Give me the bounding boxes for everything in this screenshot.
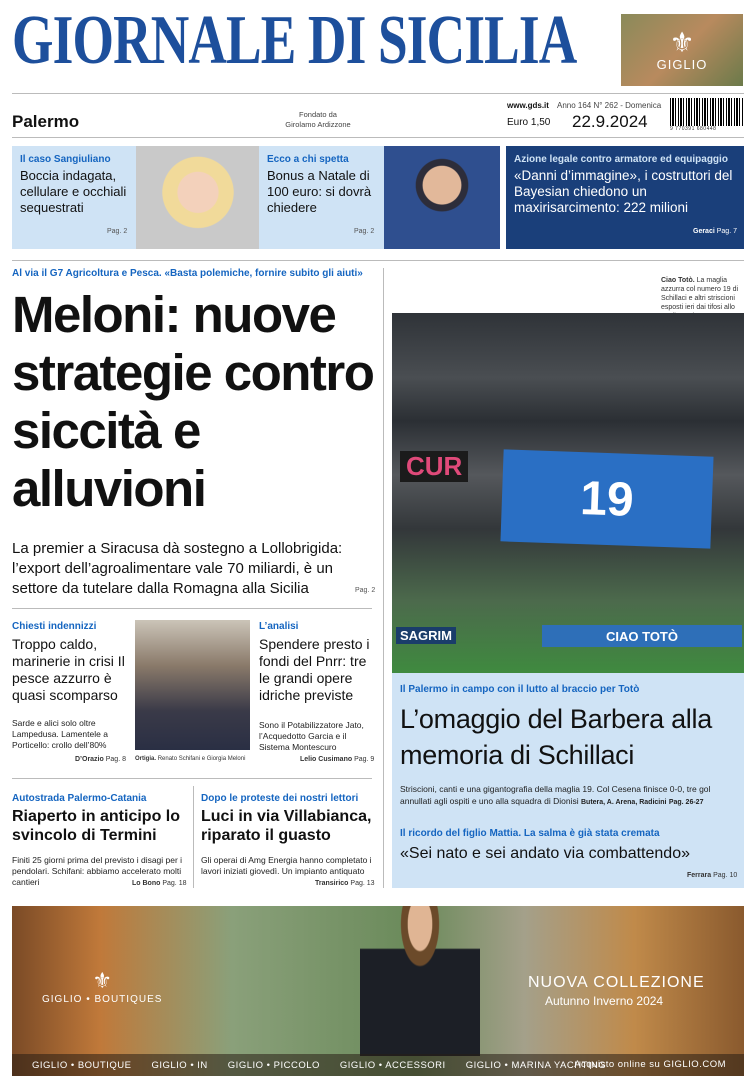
article-text: Gli operai di Amg Energia hanno completato i lavori iniziati giovedì. Un impianto antiquato (201, 855, 372, 876)
article-page: Pag. 13 (350, 880, 375, 887)
giglio-advertisement[interactable] (12, 906, 744, 1076)
article-page: Pag. 18 (162, 880, 187, 887)
article-title[interactable]: Luci in via Villabianca, riparato il guasto (201, 808, 372, 844)
teaser-bayesian[interactable] (506, 146, 744, 249)
lead-page: Pag. 2 (355, 587, 376, 594)
ad-logo-text: GIGLIO • BOUTIQUES (42, 994, 163, 1005)
teaser-bonus[interactable] (259, 146, 497, 249)
lead-headline[interactable]: Meloni: nuove strategie contro siccità e alluvioni (12, 286, 374, 517)
article-text: Sono il Potabilizzatore Jato, l’Acquedotto Garcia e il Sistema Montescuro (259, 720, 364, 752)
ciao-toto-board: CIAO TOTÒ (542, 625, 742, 647)
teaser-title[interactable]: Boccia indagata, cellulare e occhiali sequestrati (20, 168, 127, 215)
teaser-page: Pag. 2 (354, 228, 375, 235)
curva-banner: CUR (400, 451, 468, 482)
article-kicker: Il ricordo del figlio Mattia. La salma è già stata cremata (400, 828, 660, 839)
teaser-title[interactable]: Bonus a Natale di 100 euro: si dovrà chiedere (267, 168, 372, 215)
ad-season: Autunno Inverno 2024 (545, 994, 664, 1008)
lily-icon: ⚜ (92, 968, 113, 993)
article-title[interactable]: L’omaggio del Barbera alla memoria di Schillaci (400, 704, 712, 770)
ad-link[interactable]: GIGLIO • IN (151, 1059, 208, 1071)
issue-date: 22.9.2024 (572, 112, 648, 131)
article-kicker: Dopo le proteste dei nostri lettori (201, 793, 359, 804)
teaser-author: Geraci (693, 228, 715, 235)
caption-text: La maglia azzurra col numero 19 di Schillaci e altri striscioni esposti ieri dai tifosi allo (661, 277, 739, 311)
article-page: Pag. 9 (354, 756, 375, 763)
caption-title: Ciao Totò. (661, 277, 695, 284)
ad-link[interactable]: GIGLIO • MARINA YACHTING (465, 1059, 607, 1071)
edition-city: Palermo (12, 112, 80, 131)
teaser-photo (136, 146, 260, 249)
article-author: Transirico (315, 880, 349, 887)
caption-place: Ortigia. (135, 756, 157, 762)
ad-link[interactable]: GIGLIO • ACCESSORI (339, 1059, 446, 1071)
article-title[interactable]: Spendere presto i fondi del Pnrr: tre le grandi opere idriche previste (259, 636, 370, 703)
article-author: Butera, A. Arena, Radicini (581, 799, 667, 806)
palermo-section[interactable] (392, 673, 744, 888)
top-ad-giglio[interactable] (621, 14, 743, 86)
article-author: Lelio Cusimano (300, 756, 353, 763)
article-kicker: L’analisi (259, 621, 299, 632)
article-title[interactable]: Riaperto in anticipo lo svincolo di Termini (12, 808, 181, 844)
ad-links-bar (12, 1054, 744, 1076)
article-page: Pag. 26-27 (668, 799, 704, 806)
article-kicker: Chiesti indennizzi (12, 621, 97, 632)
article-title[interactable]: «Sei nato e sei andato via combattendo» (400, 845, 690, 862)
teaser-sangiuliano[interactable] (12, 146, 250, 249)
stadium-photo[interactable] (392, 313, 744, 673)
ad-logo (42, 968, 162, 1005)
caption-text: Renato Schifani e Giorgia Meloni (157, 756, 246, 762)
article-kicker: Il Palermo in campo con il lutto al braccio per Totò (400, 684, 640, 695)
teaser-kicker: Il caso Sangiuliano (20, 154, 111, 165)
website-link[interactable]: www.gds.it (507, 101, 549, 110)
summary-text: Striscioni, canti e una gigantografia della maglia 19. Col Cesena finisce 0-0, tre gol annullati agli ospiti e uno alla squadra di Dionisi (400, 784, 711, 806)
article-text: Finiti 25 giorni prima del previsto i disagi per i pendolari. Schifani: abbiamo accelerato molti cantieri (12, 855, 183, 887)
lead-kicker: Al via il G7 Agricoltura e Pesca. «Basta polemiche, fornire subito gli aiuti» (12, 268, 363, 279)
article-author: Ferrara (687, 872, 712, 879)
masthead-title[interactable]: GIORNALE DI SICILIA (12, 2, 577, 79)
teaser-kicker: Ecco a chi spetta (267, 154, 349, 165)
ad-link[interactable]: GIGLIO • BOUTIQUE (32, 1059, 132, 1071)
barcode-number: 9 770391 680448 (670, 126, 717, 132)
article-page: Pag. 8 (105, 756, 126, 763)
teaser-kicker: Azione legale contro armatore ed equipaggio (514, 154, 728, 165)
shirt-banner: 19 (500, 449, 713, 548)
lily-icon: ⚜ (669, 26, 695, 58)
article-title[interactable]: Troppo caldo, marinerie in crisi Il pesce azzurro è quasi scomparso (12, 636, 125, 703)
article-text: Sarde e alici solo oltre Lampedusa. Lamentele a Porticello: crollo dell’80% (12, 718, 108, 750)
photo-caption (135, 756, 245, 762)
lead-summary: La premier a Siracusa dà sostegno a Lollobrigida: l’export dell’agroalimentare vale 70 miliardi, è un settore da tutelare dalla Romagna alla Sicilia (12, 540, 343, 597)
article-page: Pag. 10 (713, 872, 738, 879)
article-author: D’Orazio (75, 756, 104, 763)
teaser-photo (384, 146, 500, 249)
teaser-title[interactable]: «Danni d’immagine», i costruttori del Bayesian chiedono un maxirisarcimento: 222 milioni (514, 168, 733, 215)
article-kicker: Autostrada Palermo-Catania (12, 793, 147, 804)
top-ad-brand: GIGLIO (656, 56, 708, 72)
barcode (670, 98, 744, 126)
sponsor-board: SAGRIM (396, 627, 456, 644)
ortigia-photo (135, 620, 250, 750)
price: Euro 1,50 (507, 117, 551, 128)
ad-collection: NUOVA COLLEZIONE (528, 974, 705, 991)
ad-online-link[interactable]: Acquisto online su GIGLIO.COM (574, 1059, 726, 1070)
ad-link[interactable]: GIGLIO • PICCOLO (227, 1059, 320, 1071)
issue-number: Anno 164 N° 262 - Domenica (557, 101, 662, 110)
founded-note: Fondato da Girolamo Ardizzone (285, 110, 351, 129)
article-summary (400, 783, 740, 809)
teaser-page: Pag. 7 (716, 228, 737, 235)
article-author: Lo Bono (132, 880, 161, 887)
teaser-page: Pag. 2 (107, 228, 128, 235)
ad-model-photo (360, 906, 480, 1056)
